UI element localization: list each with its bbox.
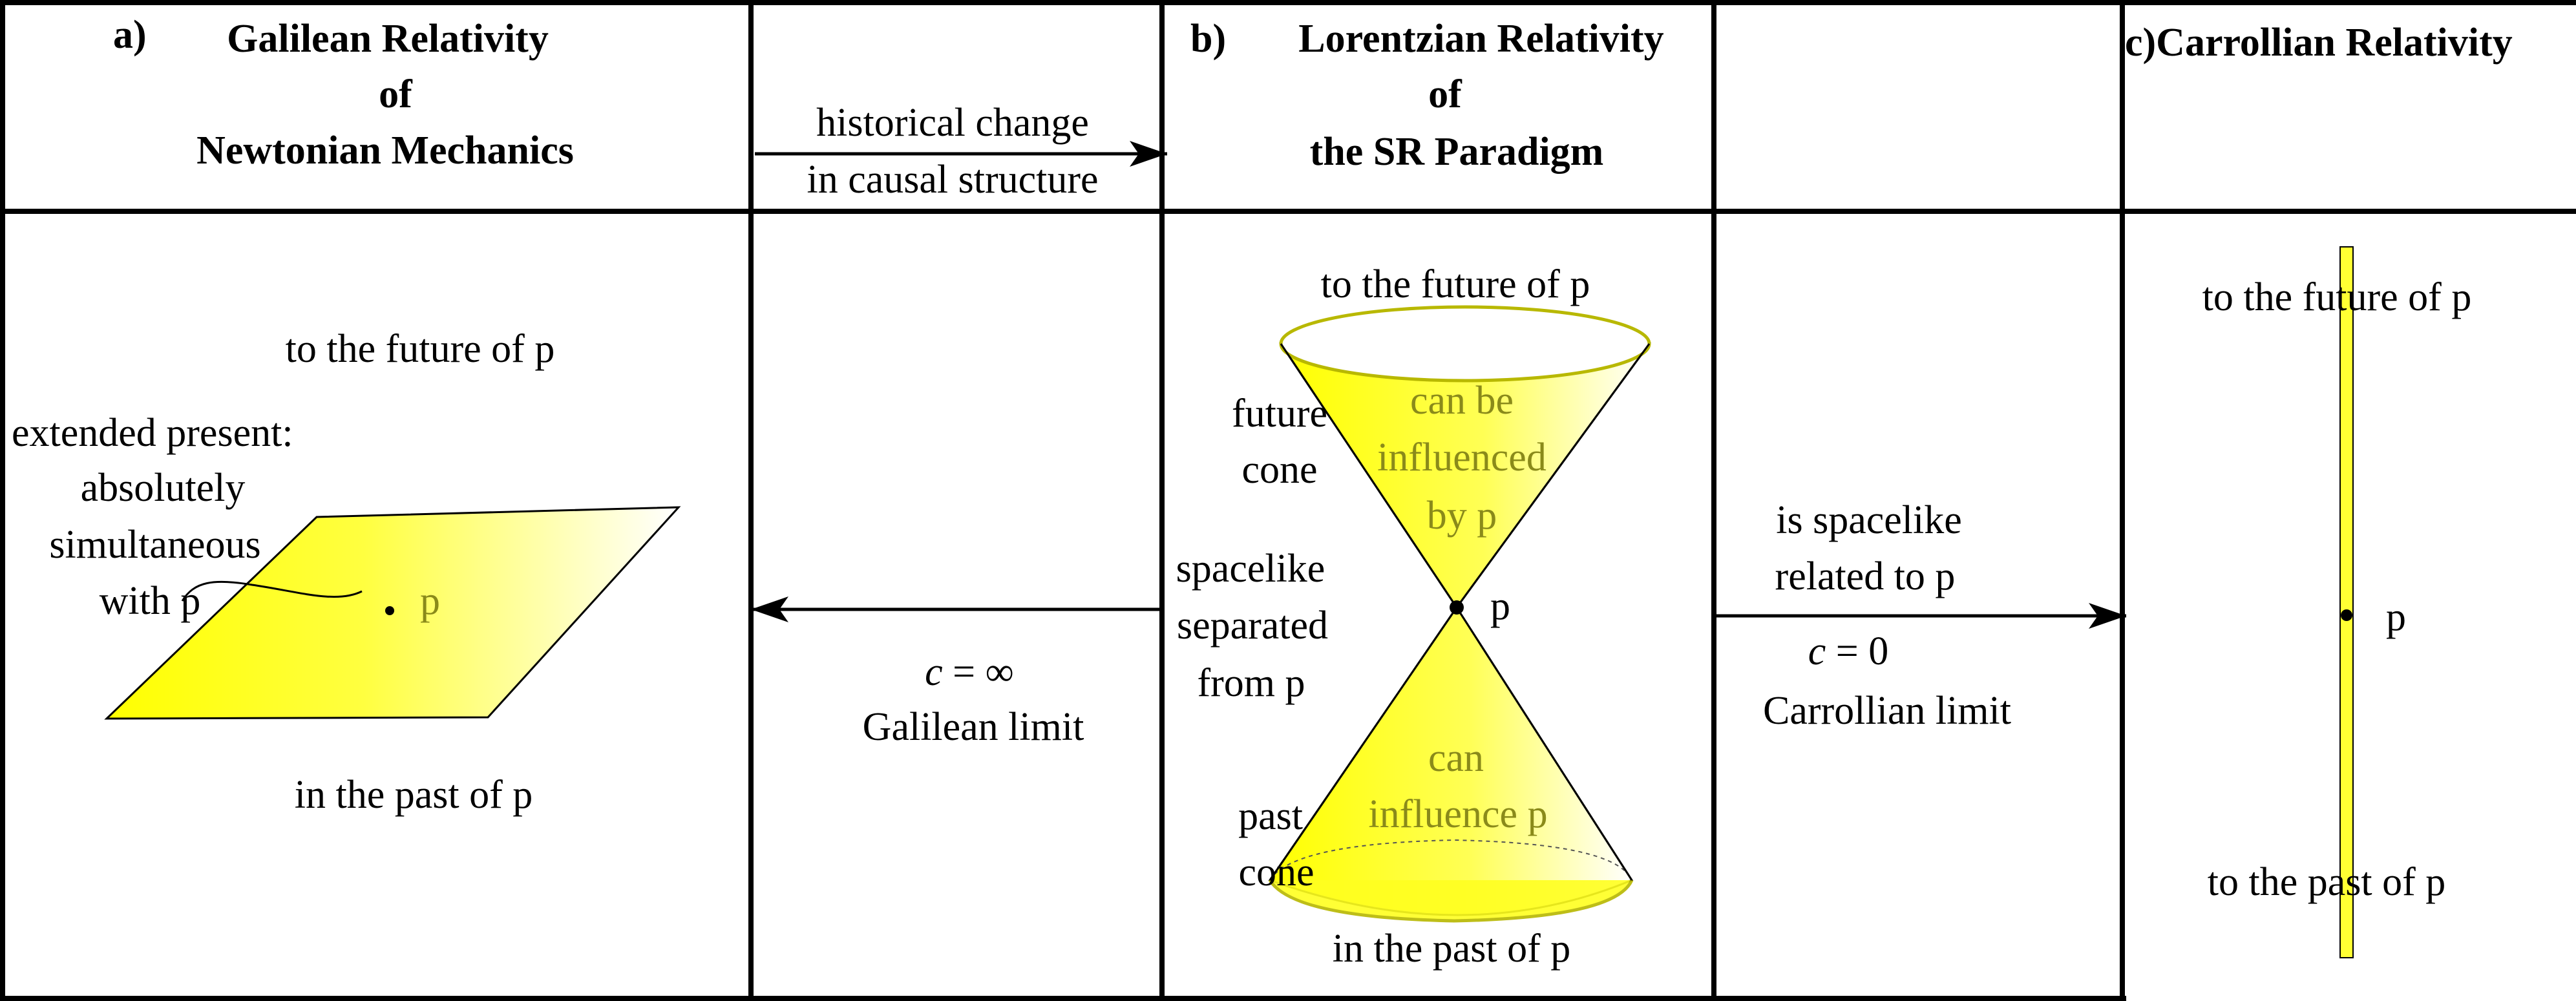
future-cone-rim <box>1281 307 1649 381</box>
galilean-c-symbol: c <box>925 650 943 694</box>
panel-a-past-label: in the past of p <box>294 773 533 817</box>
past-cone-base-front <box>1270 880 1632 921</box>
panel-a-title-line-2: of <box>379 72 412 116</box>
extended-present-line-4: with p <box>99 579 201 623</box>
galilean-c-value: = ∞ <box>942 650 1014 694</box>
spacelike-label-line-1: spacelike <box>1176 547 1325 591</box>
panel-b-past-label: in the past of p <box>1332 927 1571 971</box>
panel-a-future-label: to the future of p <box>285 327 555 371</box>
can-influence-label-line-1: can <box>1428 736 1484 780</box>
influenced-label-line-1: can be <box>1409 379 1514 423</box>
future-cone-label-line-1: future <box>1231 392 1328 436</box>
past-cone-label-line-1: past <box>1238 794 1303 838</box>
historical-change-label-line-2: in causal structure <box>807 158 1099 202</box>
panel-b-title-line-3: the SR Paradigm <box>1309 130 1604 174</box>
past-cone-label-line-2: cone <box>1238 850 1314 894</box>
panel-a-header <box>113 13 574 173</box>
spacelike-label-line-2: separated <box>1176 604 1329 648</box>
panel-a-point-label: p <box>420 579 440 623</box>
carrollian-limit-arrow-group <box>1714 498 2126 733</box>
spacelike-label-line-3: from p <box>1197 661 1305 705</box>
panel-a-title-line-3: Newtonian Mechanics <box>196 129 574 173</box>
panel-b-title-line-2: of <box>1428 72 1462 116</box>
influenced-label-line-3: by p <box>1426 494 1497 538</box>
panel-b-body <box>1176 262 1649 971</box>
panel-c-title: c)Carrollian Relativity <box>2125 21 2513 65</box>
carroll-c-equation <box>1808 629 1889 673</box>
point-p-b <box>1450 600 1464 615</box>
influenced-label-line-2: influenced <box>1377 436 1547 479</box>
panel-b-header <box>1190 17 1664 174</box>
point-p-a <box>385 606 394 615</box>
can-influence-label-line-2: influence p <box>1368 792 1548 836</box>
carroll-c-value: = 0 <box>1826 629 1889 673</box>
panel-c-point-label: p <box>2386 595 2406 639</box>
panel-c-future-label: to the future of p <box>2202 275 2472 319</box>
panel-a-body <box>12 327 679 817</box>
panel-b-letter: b) <box>1190 17 1227 61</box>
carroll-c-symbol: c <box>1808 629 1826 673</box>
galilean-limit-arrow-group <box>751 609 1162 749</box>
panel-c-past-label: to the past of p <box>2207 860 2446 904</box>
panel-c-body <box>2202 247 2472 958</box>
extended-present-line-1: extended present: <box>12 411 293 455</box>
panel-b-title-line-1: Lorentzian Relativity <box>1298 17 1664 61</box>
future-cone-label-line-2: cone <box>1241 448 1318 492</box>
panel-a-letter: a) <box>113 13 147 57</box>
carroll-related-line-1: is spacelike <box>1776 498 1962 542</box>
carroll-related-line-2: related to p <box>1775 554 1956 598</box>
historical-change-label-line-1: historical change <box>816 101 1089 145</box>
panel-b-future-label: to the future of p <box>1320 262 1590 306</box>
historical-change-arrow-group <box>755 101 1167 202</box>
extended-present-line-3: simultaneous <box>49 523 261 567</box>
carrollian-limit-label: Carrollian limit <box>1763 689 2011 733</box>
point-p-c <box>2341 609 2352 621</box>
extended-present-line-2: absolutely <box>80 466 246 510</box>
galilean-limit-label: Galilean limit <box>862 705 1084 749</box>
carrollian-worldline <box>2340 247 2353 958</box>
panel-a-title-line-1: Galilean Relativity <box>227 17 549 61</box>
panel-b-point-label: p <box>1490 584 1510 628</box>
galilean-c-equation <box>925 650 1014 694</box>
